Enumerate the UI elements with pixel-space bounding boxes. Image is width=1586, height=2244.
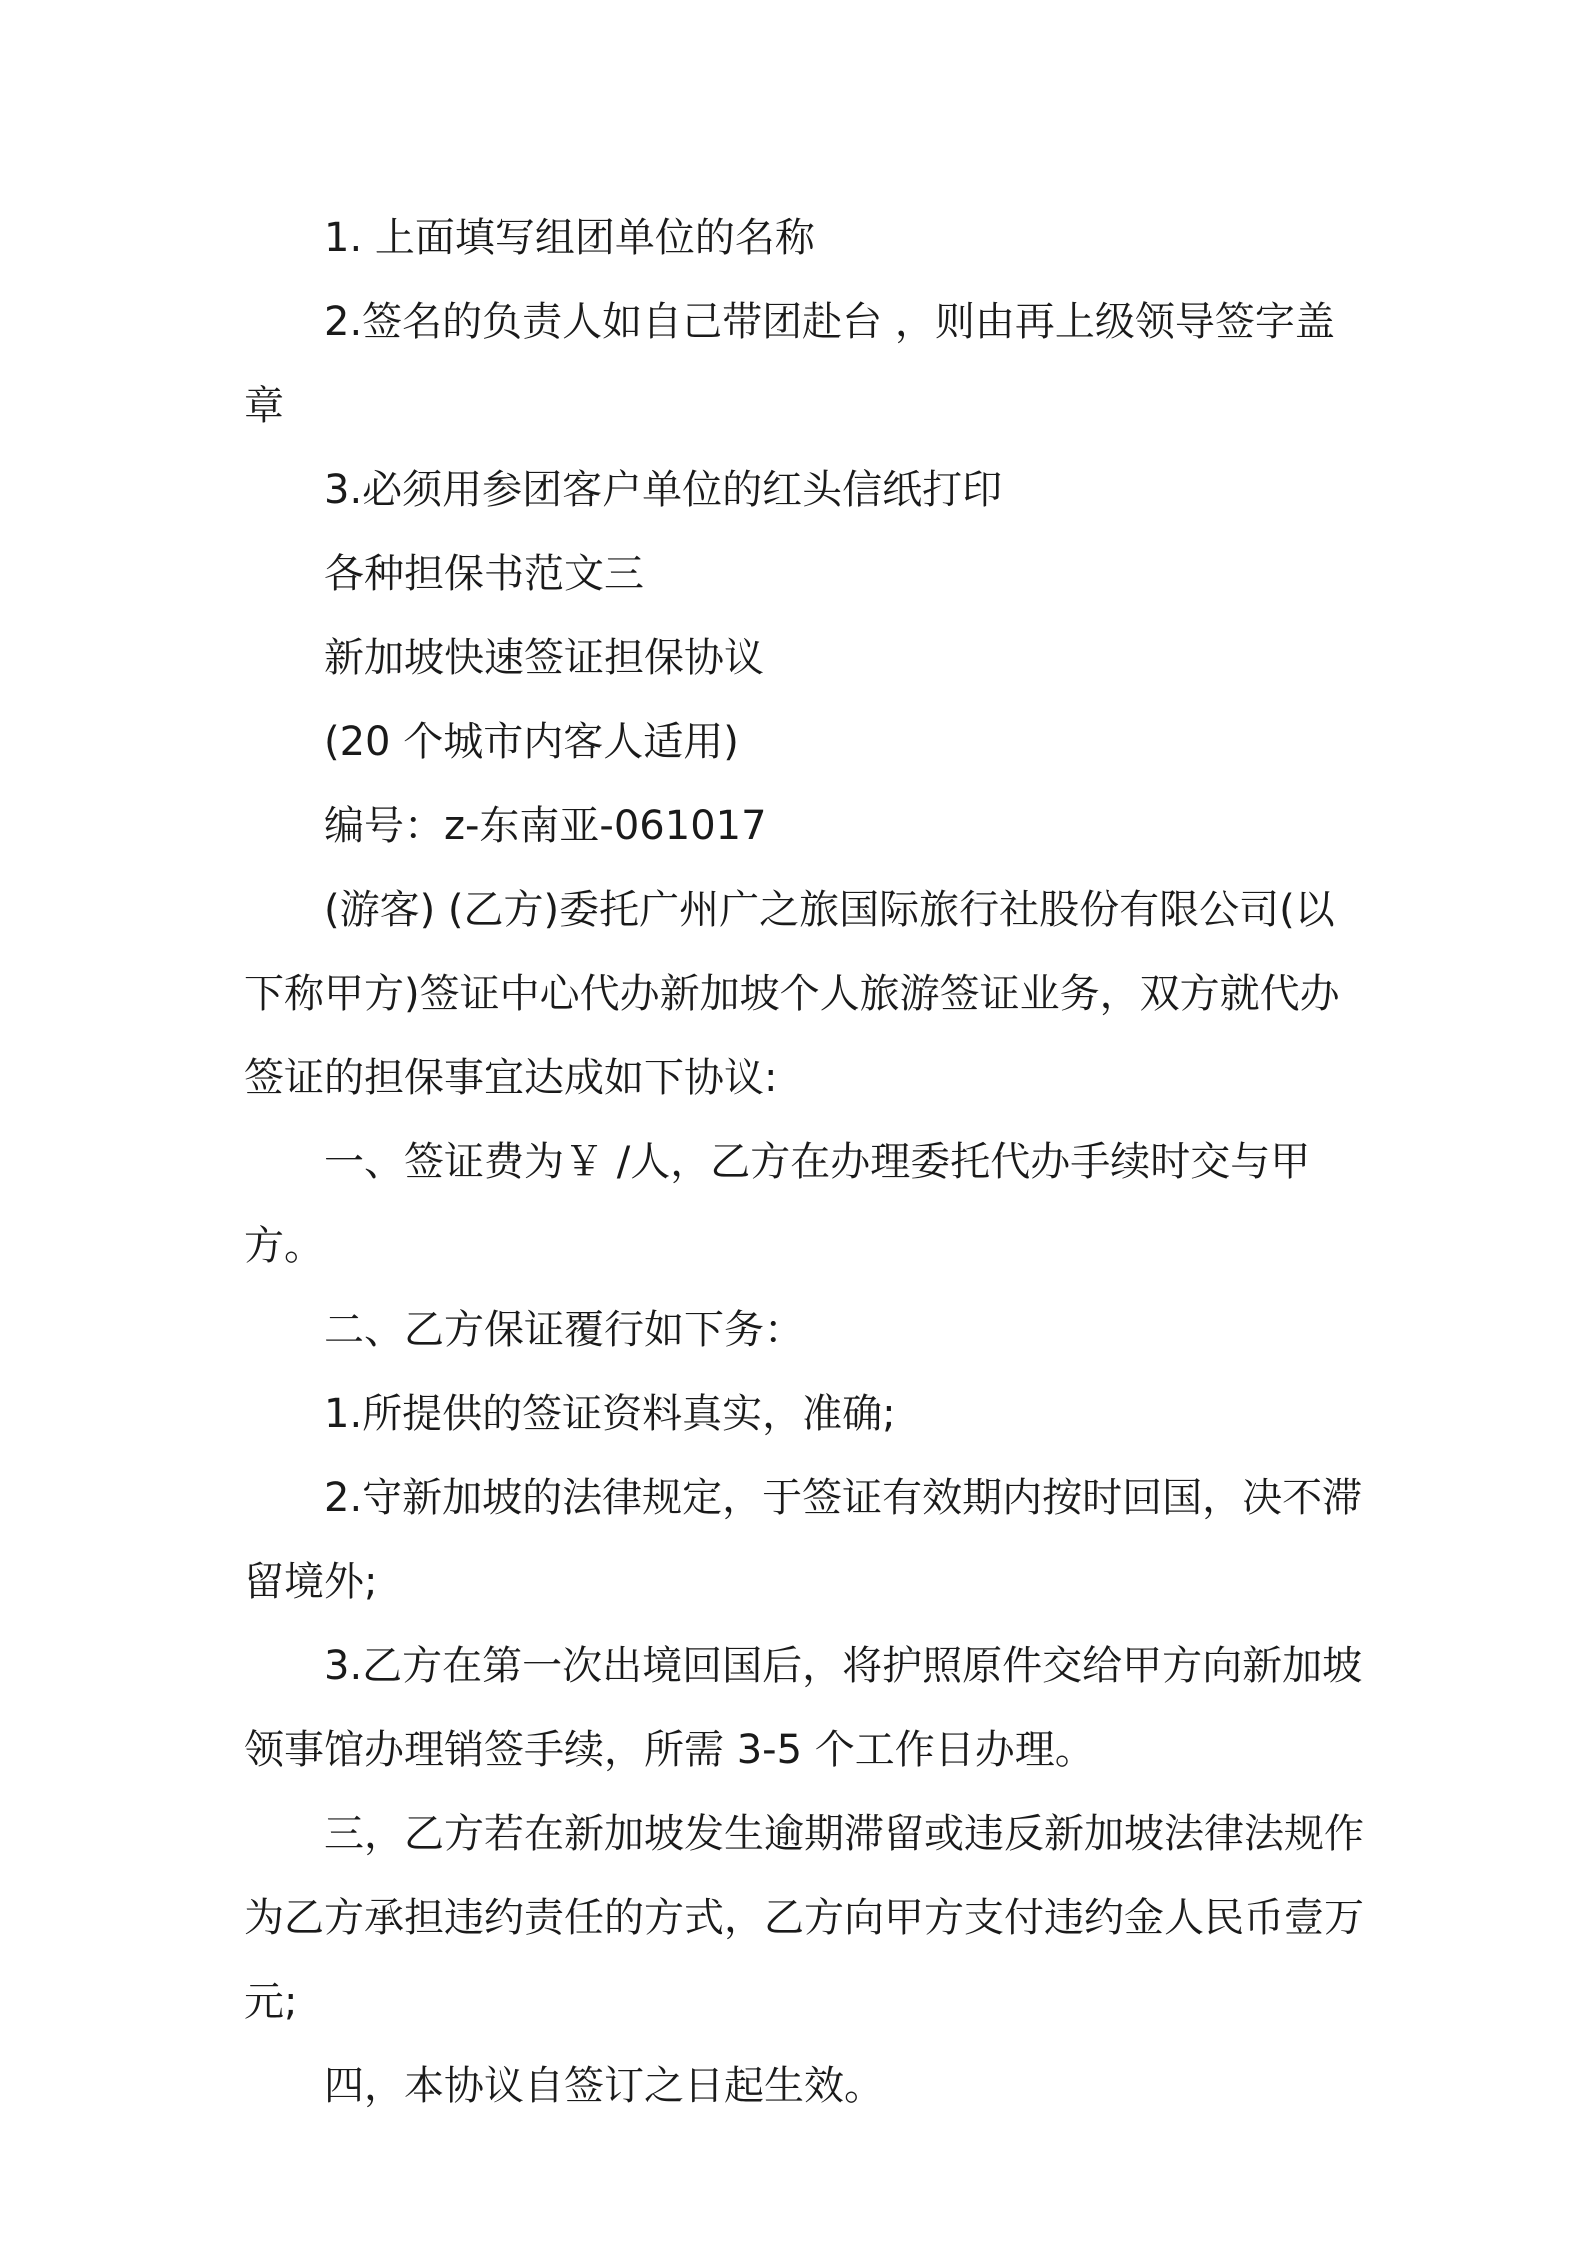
document-number: 编号：z-东南亚-061017 [324, 803, 767, 849]
paragraph-item-3: 3.必须用参团客户单位的红头信纸打印 [324, 467, 1003, 513]
clause-two-item-1: 1.所提供的签证资料真实，准确; [324, 1391, 896, 1437]
clause-four: 四，本协议自签订之日起生效。 [324, 2063, 884, 2109]
document-body [244, 196, 1364, 2128]
agreement-title: 新加坡快速签证担保协议 [324, 635, 764, 681]
applicability-note: (20 个城市内客人适用) [324, 719, 739, 765]
clause-two-item-3: 3.乙方在第一次出境回国后，将护照原件交给甲方向新加坡领事馆办理销签手续，所需 3-5 个工作日办理。 [244, 1643, 1363, 1773]
intro-paragraph: (游客) (乙方)委托广州广之旅国际旅行社股份有限公司(以下称甲方)签证中心代办新加坡个人旅游签证业务，双方就代办签证的担保事宜达成如下协议: [244, 887, 1340, 1101]
clause-one: 一、签证费为￥ /人，乙方在办理委托代办手续时交与甲方。 [244, 1139, 1311, 1269]
clause-three: 三，乙方若在新加坡发生逾期滞留或违反新加坡法律法规作为乙方承担违约责任的方式，乙方向甲方支付违约金人民币壹万元; [244, 1811, 1364, 2025]
clause-two-heading: 二、乙方保证覆行如下务： [324, 1307, 804, 1353]
paragraph-item-2: 2.签名的负责人如自己带团赴台 ，则由再上级领导签字盖章 [244, 299, 1335, 429]
clause-two-item-2: 2.守新加坡的法律规定，于签证有效期内按时回国，决不滞留境外; [244, 1475, 1363, 1605]
paragraph-item-1: 1. 上面填写组团单位的名称 [324, 215, 815, 261]
section-title: 各种担保书范文三 [324, 551, 644, 597]
